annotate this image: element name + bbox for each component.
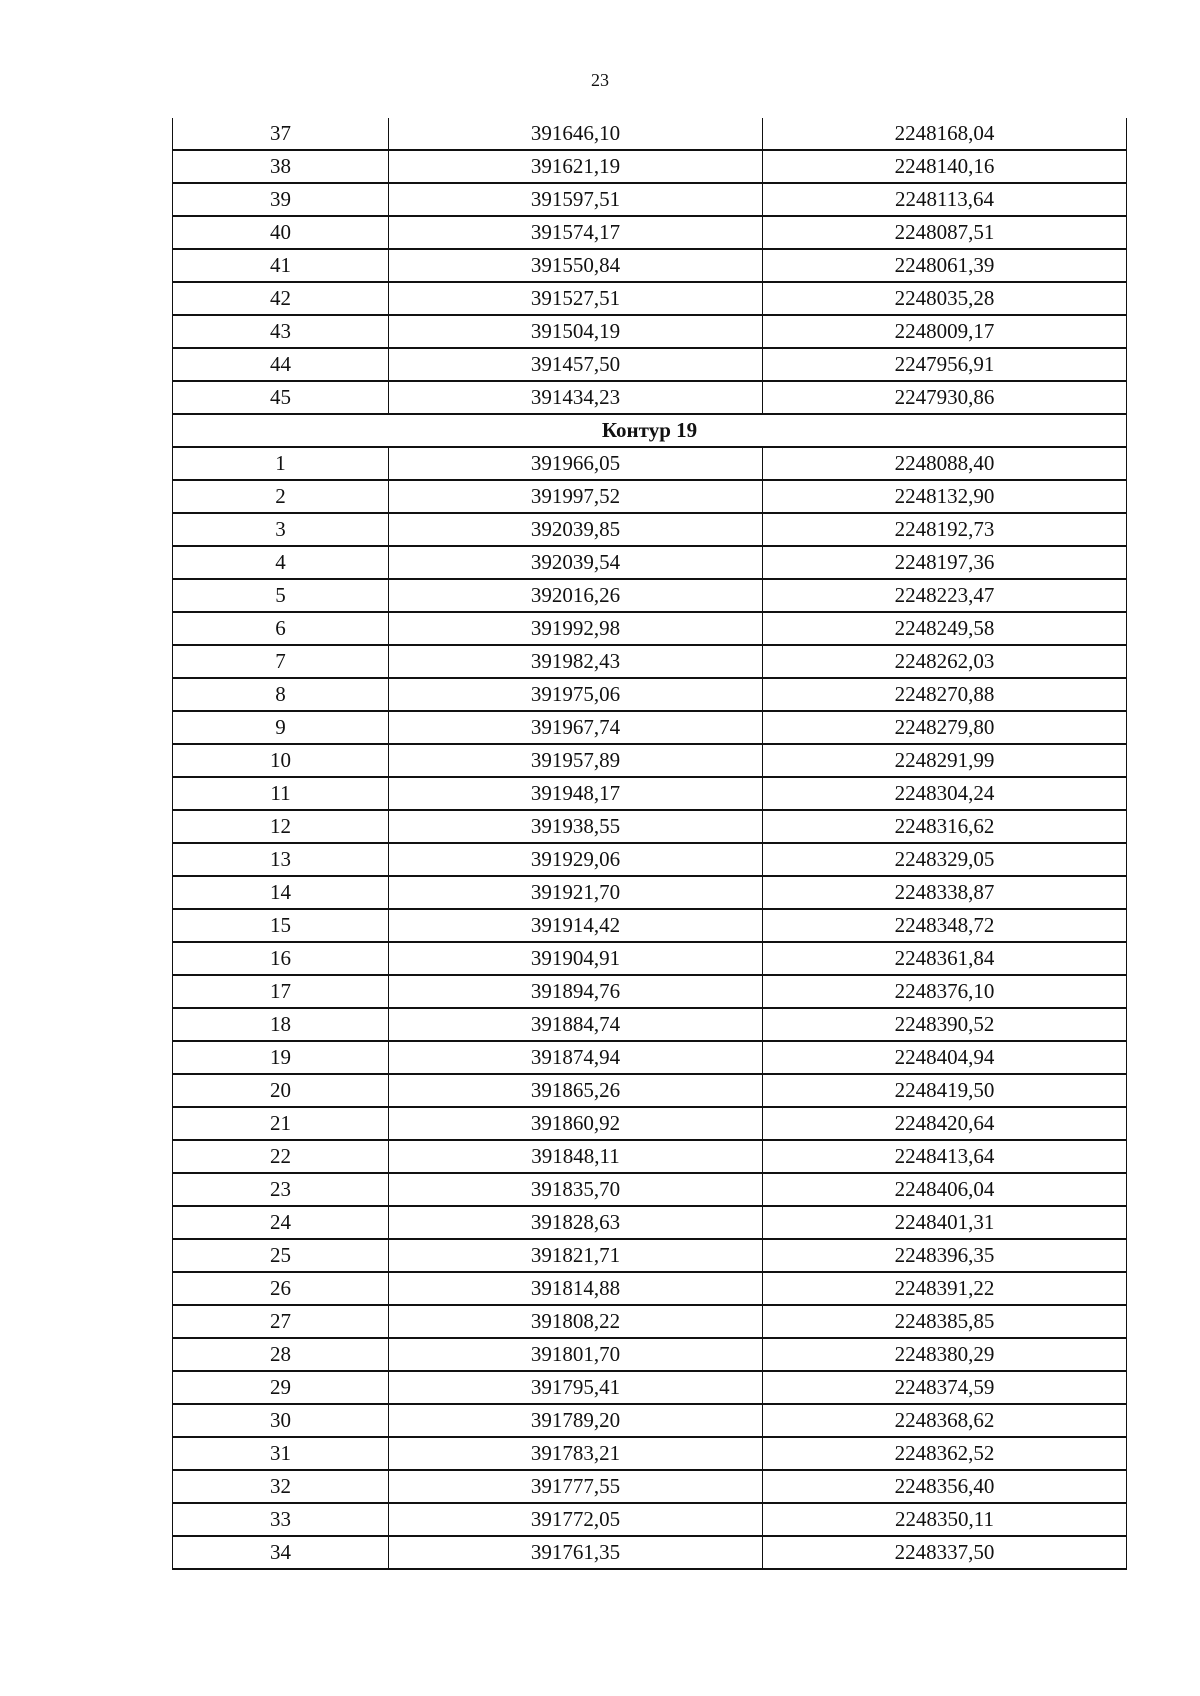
table-row: [173, 942, 1127, 975]
x-coordinate-cell: 391761,35: [389, 1536, 763, 1569]
point-number-cell: 30: [173, 1404, 389, 1437]
x-coordinate-cell: 391621,19: [389, 150, 763, 183]
x-coordinate-cell: 391929,06: [389, 843, 763, 876]
table-row: [173, 579, 1127, 612]
point-number-cell: 13: [173, 843, 389, 876]
x-coordinate-cell: 391992,98: [389, 612, 763, 645]
point-number-cell: 12: [173, 810, 389, 843]
point-number-cell: 29: [173, 1371, 389, 1404]
x-coordinate-cell: 391828,63: [389, 1206, 763, 1239]
x-coordinate-cell: 391783,21: [389, 1437, 763, 1470]
x-coordinate-cell: 391921,70: [389, 876, 763, 909]
x-coordinate-cell: 391894,76: [389, 975, 763, 1008]
table-row: [173, 150, 1127, 183]
y-coordinate-cell: 2248132,90: [763, 480, 1127, 513]
x-coordinate-cell: 391821,71: [389, 1239, 763, 1272]
y-coordinate-cell: 2248304,24: [763, 777, 1127, 810]
table-row: [173, 513, 1127, 546]
y-coordinate-cell: 2248009,17: [763, 315, 1127, 348]
table-row: [173, 1206, 1127, 1239]
y-coordinate-cell: 2248368,62: [763, 1404, 1127, 1437]
y-coordinate-cell: 2248380,29: [763, 1338, 1127, 1371]
table-row: [173, 909, 1127, 942]
table-row: [173, 1140, 1127, 1173]
point-number-cell: 4: [173, 546, 389, 579]
table-row: [173, 1503, 1127, 1536]
y-coordinate-cell: 2248404,94: [763, 1041, 1127, 1074]
x-coordinate-cell: 391777,55: [389, 1470, 763, 1503]
x-coordinate-cell: 391865,26: [389, 1074, 763, 1107]
point-number-cell: 10: [173, 744, 389, 777]
x-coordinate-cell: 391795,41: [389, 1371, 763, 1404]
x-coordinate-cell: 391504,19: [389, 315, 763, 348]
x-coordinate-cell: 391860,92: [389, 1107, 763, 1140]
y-coordinate-cell: 2248356,40: [763, 1470, 1127, 1503]
table-row: [173, 645, 1127, 678]
point-number-cell: 1: [173, 447, 389, 480]
point-number-cell: 45: [173, 381, 389, 414]
table-row: [173, 1470, 1127, 1503]
point-number-cell: 15: [173, 909, 389, 942]
y-coordinate-cell: 2248390,52: [763, 1008, 1127, 1041]
point-number-cell: 3: [173, 513, 389, 546]
table-row: [173, 777, 1127, 810]
point-number-cell: 37: [173, 118, 389, 150]
table-row: [173, 348, 1127, 381]
table-row: [173, 118, 1127, 150]
y-coordinate-cell: 2248391,22: [763, 1272, 1127, 1305]
table-row: [173, 282, 1127, 315]
table-row: [173, 1173, 1127, 1206]
point-number-cell: 14: [173, 876, 389, 909]
x-coordinate-cell: 391814,88: [389, 1272, 763, 1305]
table-row: [173, 678, 1127, 711]
x-coordinate-cell: 391801,70: [389, 1338, 763, 1371]
y-coordinate-cell: 2248338,87: [763, 876, 1127, 909]
y-coordinate-cell: 2248329,05: [763, 843, 1127, 876]
point-number-cell: 21: [173, 1107, 389, 1140]
x-coordinate-cell: 391808,22: [389, 1305, 763, 1338]
point-number-cell: 38: [173, 150, 389, 183]
coordinates-table-body: [173, 118, 1127, 1569]
y-coordinate-cell: 2248401,31: [763, 1206, 1127, 1239]
point-number-cell: 9: [173, 711, 389, 744]
y-coordinate-cell: 2248385,85: [763, 1305, 1127, 1338]
y-coordinate-cell: 2248279,80: [763, 711, 1127, 744]
point-number-cell: 25: [173, 1239, 389, 1272]
point-number-cell: 22: [173, 1140, 389, 1173]
x-coordinate-cell: 391967,74: [389, 711, 763, 744]
point-number-cell: 42: [173, 282, 389, 315]
x-coordinate-cell: 392039,85: [389, 513, 763, 546]
table-row: [173, 1107, 1127, 1140]
point-number-cell: 33: [173, 1503, 389, 1536]
x-coordinate-cell: 391597,51: [389, 183, 763, 216]
point-number-cell: 18: [173, 1008, 389, 1041]
x-coordinate-cell: 391975,06: [389, 678, 763, 711]
table-row: [173, 1272, 1127, 1305]
table-row: [173, 810, 1127, 843]
section-title: Контур 19: [173, 414, 1127, 447]
y-coordinate-cell: 2247930,86: [763, 381, 1127, 414]
y-coordinate-cell: 2248087,51: [763, 216, 1127, 249]
y-coordinate-cell: 2248192,73: [763, 513, 1127, 546]
point-number-cell: 16: [173, 942, 389, 975]
x-coordinate-cell: 391997,52: [389, 480, 763, 513]
table-row: [173, 546, 1127, 579]
table-row: [173, 1239, 1127, 1272]
point-number-cell: 8: [173, 678, 389, 711]
table-row: [173, 1404, 1127, 1437]
point-number-cell: 41: [173, 249, 389, 282]
y-coordinate-cell: 2248337,50: [763, 1536, 1127, 1569]
table-row: [173, 1074, 1127, 1107]
table-row: [173, 216, 1127, 249]
table-row: [173, 1536, 1127, 1569]
point-number-cell: 43: [173, 315, 389, 348]
x-coordinate-cell: 391646,10: [389, 118, 763, 150]
table-row: [173, 381, 1127, 414]
x-coordinate-cell: 391527,51: [389, 282, 763, 315]
table-row: [173, 612, 1127, 645]
x-coordinate-cell: 391434,23: [389, 381, 763, 414]
x-coordinate-cell: 391966,05: [389, 447, 763, 480]
x-coordinate-cell: 391848,11: [389, 1140, 763, 1173]
coordinates-table: [172, 118, 1127, 1570]
table-row: [173, 249, 1127, 282]
y-coordinate-cell: 2248035,28: [763, 282, 1127, 315]
table-row: [173, 1008, 1127, 1041]
table-row: [173, 447, 1127, 480]
table-row: [173, 843, 1127, 876]
table-row: [173, 1305, 1127, 1338]
point-number-cell: 24: [173, 1206, 389, 1239]
y-coordinate-cell: 2248088,40: [763, 447, 1127, 480]
x-coordinate-cell: 391772,05: [389, 1503, 763, 1536]
point-number-cell: 39: [173, 183, 389, 216]
table-row: [173, 183, 1127, 216]
point-number-cell: 17: [173, 975, 389, 1008]
x-coordinate-cell: 392016,26: [389, 579, 763, 612]
y-coordinate-cell: 2248113,64: [763, 183, 1127, 216]
point-number-cell: 7: [173, 645, 389, 678]
point-number-cell: 2: [173, 480, 389, 513]
y-coordinate-cell: 2248419,50: [763, 1074, 1127, 1107]
x-coordinate-cell: 391982,43: [389, 645, 763, 678]
point-number-cell: 28: [173, 1338, 389, 1371]
table-row: [173, 1437, 1127, 1470]
y-coordinate-cell: 2248223,47: [763, 579, 1127, 612]
y-coordinate-cell: 2248396,35: [763, 1239, 1127, 1272]
point-number-cell: 5: [173, 579, 389, 612]
x-coordinate-cell: 391938,55: [389, 810, 763, 843]
point-number-cell: 19: [173, 1041, 389, 1074]
page-number: 23: [591, 70, 609, 90]
x-coordinate-cell: 391948,17: [389, 777, 763, 810]
y-coordinate-cell: 2248291,99: [763, 744, 1127, 777]
x-coordinate-cell: 391884,74: [389, 1008, 763, 1041]
point-number-cell: 20: [173, 1074, 389, 1107]
x-coordinate-cell: 391874,94: [389, 1041, 763, 1074]
point-number-cell: 6: [173, 612, 389, 645]
y-coordinate-cell: 2248350,11: [763, 1503, 1127, 1536]
y-coordinate-cell: 2248362,52: [763, 1437, 1127, 1470]
x-coordinate-cell: 391550,84: [389, 249, 763, 282]
y-coordinate-cell: 2247956,91: [763, 348, 1127, 381]
section-row: [173, 414, 1127, 447]
y-coordinate-cell: 2248168,04: [763, 118, 1127, 150]
x-coordinate-cell: 391835,70: [389, 1173, 763, 1206]
y-coordinate-cell: 2248262,03: [763, 645, 1127, 678]
y-coordinate-cell: 2248376,10: [763, 975, 1127, 1008]
point-number-cell: 11: [173, 777, 389, 810]
x-coordinate-cell: 391574,17: [389, 216, 763, 249]
table-row: [173, 1338, 1127, 1371]
y-coordinate-cell: 2248374,59: [763, 1371, 1127, 1404]
point-number-cell: 32: [173, 1470, 389, 1503]
x-coordinate-cell: 392039,54: [389, 546, 763, 579]
x-coordinate-cell: 391914,42: [389, 909, 763, 942]
table-row: [173, 1041, 1127, 1074]
point-number-cell: 31: [173, 1437, 389, 1470]
table-row: [173, 1371, 1127, 1404]
table-row: [173, 315, 1127, 348]
y-coordinate-cell: 2248197,36: [763, 546, 1127, 579]
y-coordinate-cell: 2248061,39: [763, 249, 1127, 282]
y-coordinate-cell: 2248249,58: [763, 612, 1127, 645]
point-number-cell: 34: [173, 1536, 389, 1569]
point-number-cell: 26: [173, 1272, 389, 1305]
y-coordinate-cell: 2248140,16: [763, 150, 1127, 183]
point-number-cell: 44: [173, 348, 389, 381]
table-row: [173, 744, 1127, 777]
point-number-cell: 23: [173, 1173, 389, 1206]
x-coordinate-cell: 391904,91: [389, 942, 763, 975]
y-coordinate-cell: 2248348,72: [763, 909, 1127, 942]
y-coordinate-cell: 2248413,64: [763, 1140, 1127, 1173]
table-row: [173, 711, 1127, 744]
y-coordinate-cell: 2248361,84: [763, 942, 1127, 975]
y-coordinate-cell: 2248406,04: [763, 1173, 1127, 1206]
y-coordinate-cell: 2248270,88: [763, 678, 1127, 711]
point-number-cell: 40: [173, 216, 389, 249]
table-row: [173, 876, 1127, 909]
x-coordinate-cell: 391457,50: [389, 348, 763, 381]
x-coordinate-cell: 391957,89: [389, 744, 763, 777]
y-coordinate-cell: 2248316,62: [763, 810, 1127, 843]
table-row: [173, 975, 1127, 1008]
y-coordinate-cell: 2248420,64: [763, 1107, 1127, 1140]
x-coordinate-cell: 391789,20: [389, 1404, 763, 1437]
table-row: [173, 480, 1127, 513]
point-number-cell: 27: [173, 1305, 389, 1338]
